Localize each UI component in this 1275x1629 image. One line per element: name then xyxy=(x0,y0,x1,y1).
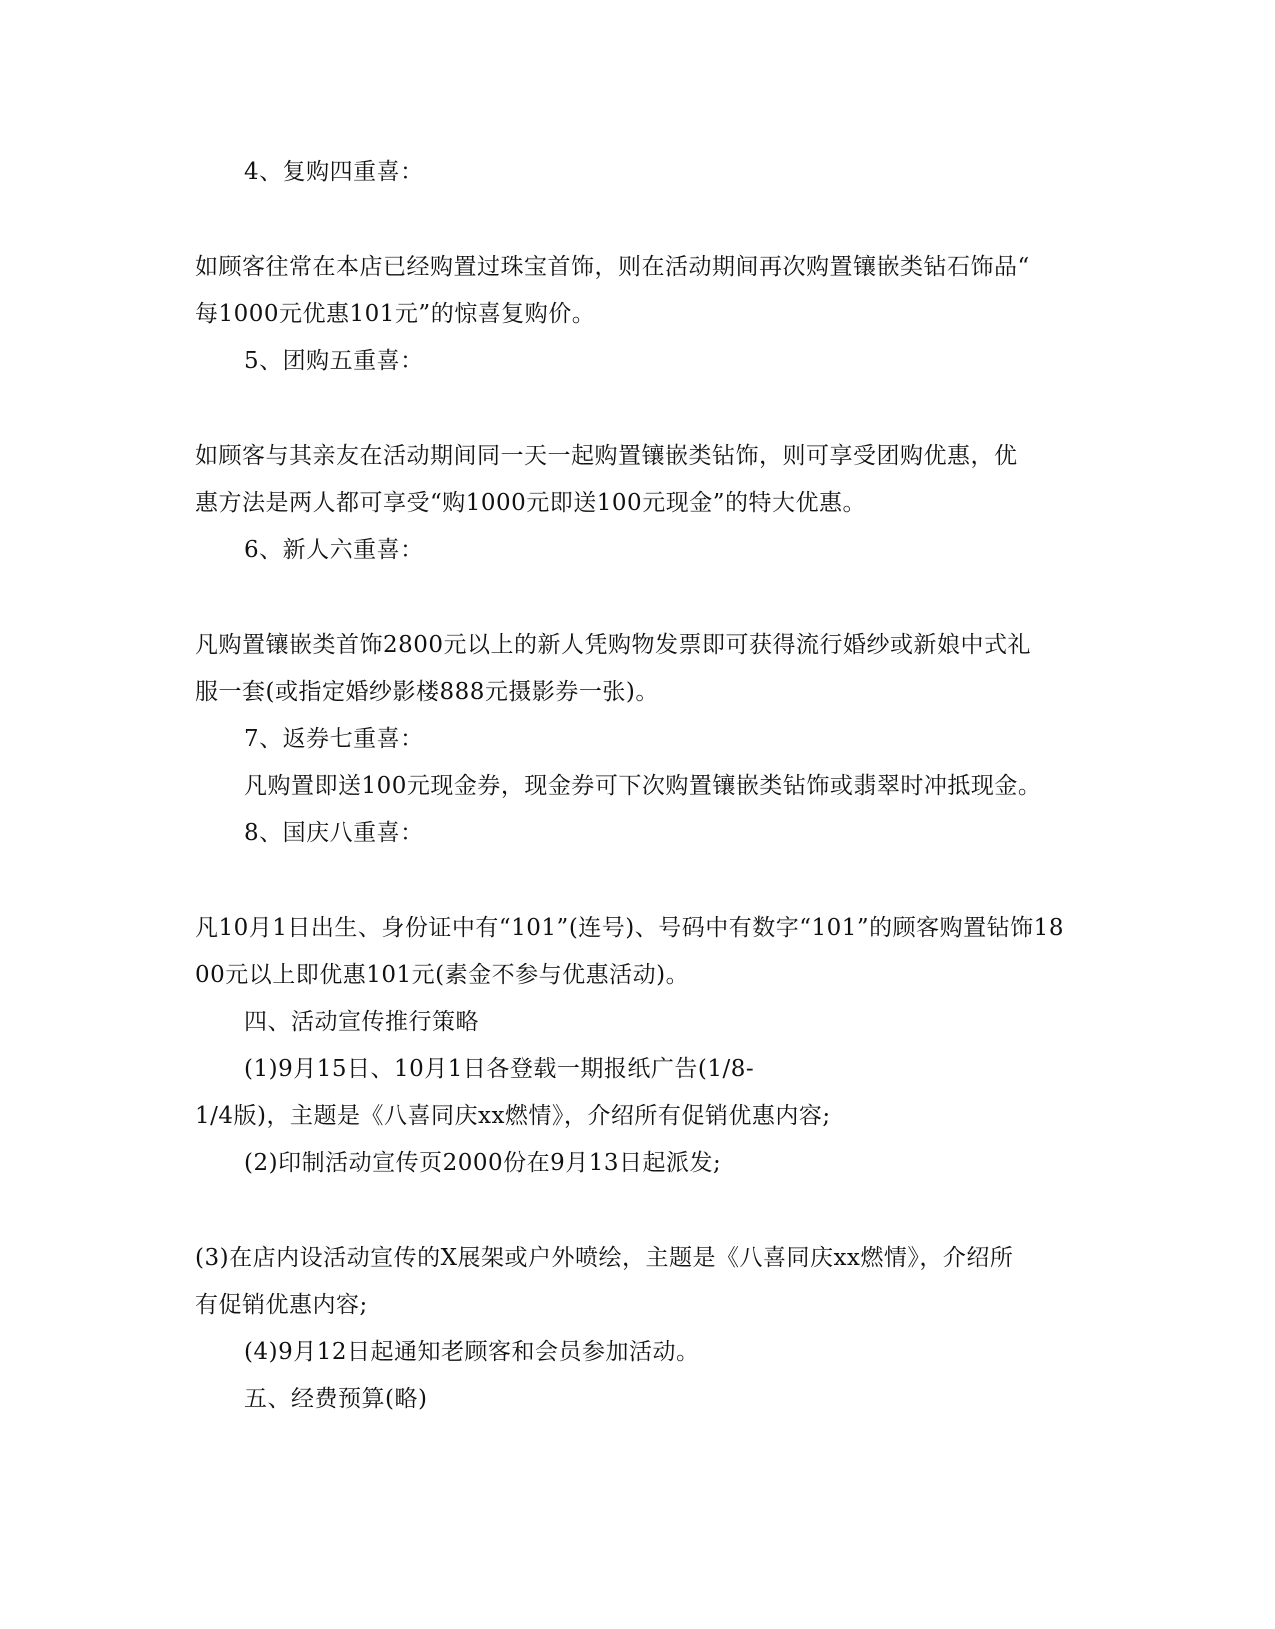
paragraph-line: 如顾客往常在本店已经购置过珠宝首饰，则在活动期间再次购置镶嵌类钻石饰品“ xyxy=(195,254,1030,280)
paragraph-line: (1)9月15日、10月1日各登载一期报纸广告(1/8- xyxy=(244,1056,755,1082)
paragraph-line: 服一套(或指定婚纱影楼888元摄影券一张)。 xyxy=(195,679,659,705)
paragraph-line: 1/4版)，主题是《八喜同庆xx燃情》，介绍所有促销优惠内容; xyxy=(195,1103,831,1129)
section-heading-voucher: 7、返券七重喜： xyxy=(244,726,424,752)
paragraph-line: 凡购置即送100元现金券，现金券可下次购置镶嵌类钻饰或翡翠时冲抵现金。 xyxy=(244,773,1042,799)
paragraph-line: 凡10月1日出生、身份证中有“101”(连号)、号码中有数字“101”的顾客购置钻饰18 xyxy=(195,915,1064,941)
paragraph-line: 如顾客与其亲友在活动期间同一天一起购置镶嵌类钻饰，则可享受团购优惠，优 xyxy=(195,443,1018,469)
section-heading-promotion: 四、活动宣传推行策略 xyxy=(244,1009,479,1035)
paragraph-line: 凡购置镶嵌类首饰2800元以上的新人凭购物发票即可获得流行婚纱或新娘中式礼 xyxy=(195,632,1032,658)
paragraph-line: 有促销优惠内容; xyxy=(195,1292,368,1318)
paragraph-line: (2)印制活动宣传页2000份在9月13日起派发; xyxy=(244,1150,722,1176)
section-heading-repurchase: 4、复购四重喜： xyxy=(244,159,424,185)
paragraph-line: 惠方法是两人都可享受“购1000元即送100元现金”的特大优惠。 xyxy=(195,490,866,516)
section-heading-group-buy: 5、团购五重喜： xyxy=(244,348,424,374)
paragraph-line: (3)在店内设活动宣传的X展架或户外喷绘，主题是《八喜同庆xx燃情》，介绍所 xyxy=(195,1245,1014,1271)
paragraph-line: (4)9月12日起通知老顾客和会员参加活动。 xyxy=(244,1339,700,1365)
paragraph-line: 每1000元优惠101元”的惊喜复购价。 xyxy=(195,301,596,327)
section-heading-national-day: 8、国庆八重喜： xyxy=(244,820,424,846)
section-heading-budget: 五、经费预算(略) xyxy=(244,1386,428,1412)
section-heading-newlywed: 6、新人六重喜： xyxy=(244,537,424,563)
paragraph-line: 00元以上即优惠101元(素金不参与优惠活动)。 xyxy=(195,962,690,988)
